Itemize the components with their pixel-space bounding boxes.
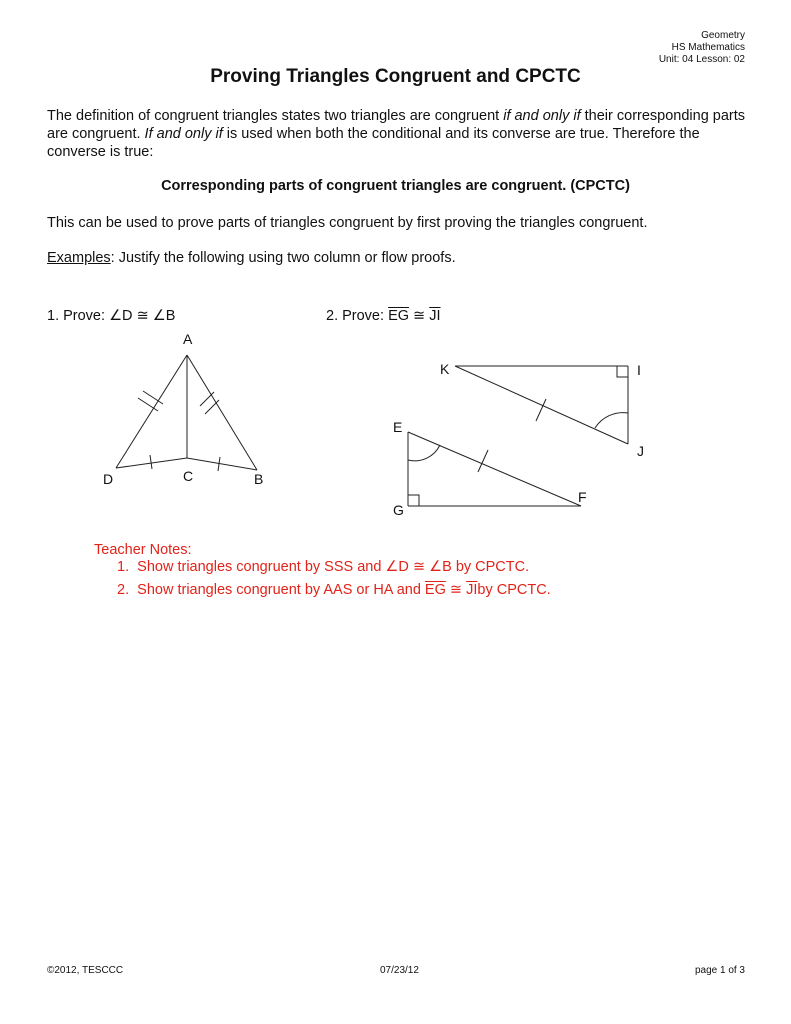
tick-AB-1 <box>200 392 214 406</box>
examples-label: Examples <box>47 250 111 266</box>
label-B: B <box>254 471 264 487</box>
label-J: J <box>637 443 644 459</box>
problem2-prefix: 2. Prove: <box>326 308 389 324</box>
label-G: G <box>393 502 404 518</box>
note-2-congruent: ≅ <box>449 582 463 598</box>
header-unit-lesson: Unit: 04 Lesson: 02 <box>658 54 745 65</box>
segment-AD <box>116 355 187 468</box>
footer-page: page 1 of 3 <box>694 965 745 976</box>
right-angle-I <box>617 366 628 377</box>
tick-EF <box>478 450 488 472</box>
teacher-note-2 <box>117 579 551 602</box>
teacher-notes-heading: Teacher Notes: <box>94 542 192 558</box>
page-title: Proving Triangles Congruent and CPCTC <box>210 66 581 87</box>
problem2-segment-1: $\overline{EG}$ <box>388 308 410 324</box>
note-2-segment-1: $\overline{EG}$ <box>424 582 446 598</box>
label-D: D <box>103 471 114 487</box>
problem1-prefix: 1. Prove: <box>47 308 110 324</box>
problem2-congruent-symbol: ≅ <box>413 308 426 324</box>
cpctc-statement: Corresponding parts of congruent triangles are congruent. (CPCTC) <box>161 178 630 194</box>
teacher-note-1 <box>117 556 529 579</box>
angle-arc-J <box>595 413 628 428</box>
note-2-number: 2. <box>117 582 130 598</box>
segment-AB <box>187 355 257 470</box>
triangle-2-figure <box>408 366 628 506</box>
note-2-tail: by CPCTC. <box>477 582 551 598</box>
tick-DC <box>150 455 152 469</box>
problem1-angle-2: ∠B <box>152 308 176 324</box>
triangle-1-figure <box>116 355 257 471</box>
intro-text-3: is used when both the conditional and its converse are true. Therefore the converse is true: <box>47 126 700 160</box>
angle-arc-E <box>408 445 440 461</box>
problem1-congruent-symbol: ≅ <box>136 308 149 324</box>
segment-CB <box>187 458 257 470</box>
note-2-text: Show triangles congruent by AAS or HA and <box>137 582 425 598</box>
note-1-congruent: ≅ <box>412 559 426 575</box>
note-1-angle-1: ∠D <box>385 559 409 575</box>
label-I: I <box>637 362 641 378</box>
label-F: F <box>578 489 587 505</box>
note-1-number: 1. <box>117 559 130 575</box>
segment-EF <box>408 432 581 506</box>
footer-copyright: ©2012, TESCCC <box>47 965 124 976</box>
label-K: K <box>440 361 450 377</box>
note-1-text: Show triangles congruent by SSS and <box>137 559 386 575</box>
tick-AD-1 <box>138 398 158 411</box>
header-subject: Geometry <box>701 30 745 41</box>
footer-date: 07/23/12 <box>380 965 419 976</box>
usage-text: This can be used to prove parts of triangles congruent by first proving the triangles congruent. <box>47 215 648 231</box>
label-E: E <box>393 419 403 435</box>
intro-emphasis-2: If and only if <box>144 126 223 142</box>
problem2-segment-2: $\overline{JI}$ <box>429 308 441 324</box>
header-course: HS Mathematics <box>671 42 745 53</box>
intro-emphasis-1: if and only if <box>503 108 581 124</box>
note-1-tail: by CPCTC. <box>451 559 530 575</box>
intro-text-2: their corresponding parts are congruent. <box>47 108 746 142</box>
tick-AB-2 <box>205 400 219 414</box>
examples-text: : Justify the following using two column or flow proofs. <box>110 250 456 266</box>
note-2-segment-2: $\overline{JI}$ <box>466 582 478 598</box>
segment-KJ <box>455 366 628 444</box>
tick-KJ <box>536 399 546 421</box>
label-A: A <box>183 331 193 347</box>
note-1-angle-2: ∠B <box>429 559 452 575</box>
intro-text-1: The definition of congruent triangles states two triangles are congruent <box>47 108 504 124</box>
label-C: C <box>183 468 194 484</box>
right-angle-G <box>408 495 419 506</box>
problem1-angle-1: ∠D <box>109 308 133 324</box>
